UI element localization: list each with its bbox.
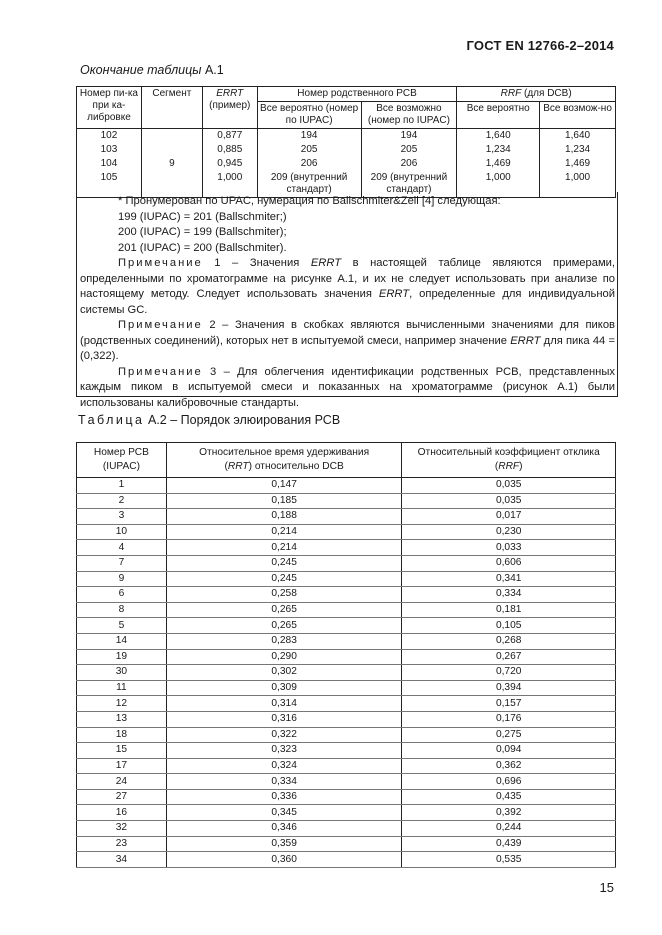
table-a1-caption <box>80 63 224 77</box>
cell-peak: 103 <box>77 143 142 157</box>
table-row <box>77 852 616 868</box>
note-1-c: , определенные для индивидуальной системы GC. <box>80 288 615 316</box>
note-3-text: 3 – Для облегчения идентификации родственных РСВ, представленных каждым пиком в испытуемой смеси и показанных на хроматограмме (рисунок А.1) были использованы калибровочные стандарты. <box>80 365 615 409</box>
cell-pcb: 12 <box>77 696 167 712</box>
col-rrf-header <box>402 443 616 478</box>
cell-probable: 209 (внутренний стандарт) <box>257 171 361 198</box>
table-row <box>77 571 616 587</box>
cell-segment: 9 <box>141 157 202 171</box>
cell-errt: 0,877 <box>202 129 257 144</box>
cell-rrf: 0,268 <box>402 633 616 649</box>
table-a1 <box>76 86 616 198</box>
cell-rrt: 0,290 <box>166 649 402 665</box>
cell-rrf: 0,334 <box>402 587 616 603</box>
table-row <box>77 509 616 525</box>
rrf-suffix: (для DCB) <box>521 88 572 99</box>
col-segment-header: Сегмент <box>141 87 202 129</box>
cell-rrf: 0,181 <box>402 602 616 618</box>
caption-rest: А.2 – Порядок элюирования РСВ <box>144 413 341 427</box>
col-all-probable-header: Все вероятно (номер по IUPAC) <box>257 102 361 129</box>
cell-rrf: 0,394 <box>402 680 616 696</box>
cell-possible: 209 (внутренний стандарт) <box>361 171 457 198</box>
table-row <box>77 555 616 571</box>
cell-rrf-possible: 1,000 <box>540 171 616 198</box>
cell-rrt: 0,265 <box>166 602 402 618</box>
cell-rrt: 0,185 <box>166 493 402 509</box>
note-word: Примечание <box>118 365 203 378</box>
table-row <box>77 711 616 727</box>
cell-rrf-possible: 1,234 <box>540 143 616 157</box>
cell-errt: 1,000 <box>202 171 257 198</box>
cell-errt: 0,885 <box>202 143 257 157</box>
cell-segment <box>141 143 202 157</box>
cell-possible: 206 <box>361 157 457 171</box>
cell-probable: 194 <box>257 129 361 144</box>
cell-pcb: 3 <box>77 509 167 525</box>
cell-rrf: 0,230 <box>402 524 616 540</box>
cell-rrf: 0,244 <box>402 821 616 837</box>
cell-rrt: 0,316 <box>166 711 402 727</box>
cell-rrt: 0,258 <box>166 587 402 603</box>
rrt-text-b: ) относительно DCB <box>248 461 344 472</box>
cell-rrf: 0,017 <box>402 509 616 525</box>
table-row <box>77 157 616 171</box>
cell-pcb: 11 <box>77 680 167 696</box>
note-2-errt: ERRT <box>510 334 541 347</box>
footnote-map-1: 199 (IUPAC) = 201 (Ballschmiter;) <box>118 210 287 223</box>
cell-rrt: 0,147 <box>166 478 402 494</box>
rrf-text-b: ) <box>519 461 523 472</box>
table-row <box>77 821 616 837</box>
cell-rrt: 0,283 <box>166 633 402 649</box>
table-row <box>77 540 616 556</box>
table-row <box>77 493 616 509</box>
cell-probable: 206 <box>257 157 361 171</box>
cell-pcb: 6 <box>77 587 167 603</box>
rrt-abbr: RRT <box>227 461 249 472</box>
cell-rrt: 0,345 <box>166 805 402 821</box>
cell-rrt: 0,245 <box>166 571 402 587</box>
rrf-text-a: Относительный коэффициент отклика ( <box>417 447 600 472</box>
note-1-b: в настоящей таблице являются примерами, определенными по хроматограмме на рисунке А.1, и их не следует использовать при анализе по настоящему методу. Следует использовать значения <box>80 257 615 300</box>
cell-pcb: 14 <box>77 633 167 649</box>
footnote: * Пронумерован по UPAC, нумерация по Ballschmiter&Zell [4] следующая: <box>118 195 501 207</box>
table-notes <box>80 194 615 411</box>
cell-rrf-probable: 1,234 <box>457 143 540 157</box>
cell-pcb: 34 <box>77 852 167 868</box>
cell-pcb: 30 <box>77 665 167 681</box>
cell-probable: 205 <box>257 143 361 157</box>
cell-rrf: 0,606 <box>402 555 616 571</box>
rrt-text-a: Относительное время удерживания <box>199 447 370 458</box>
cell-pcb: 15 <box>77 743 167 759</box>
cell-pcb: 23 <box>77 836 167 852</box>
cell-segment <box>141 129 202 144</box>
cell-pcb: 24 <box>77 774 167 790</box>
cell-pcb: 16 <box>77 805 167 821</box>
cell-possible: 194 <box>361 129 457 144</box>
cell-rrf: 0,035 <box>402 478 616 494</box>
table-row <box>77 836 616 852</box>
cell-pcb: 2 <box>77 493 167 509</box>
cell-rrf-probable: 1,640 <box>457 129 540 144</box>
cell-rrt: 0,334 <box>166 774 402 790</box>
cell-rrt: 0,245 <box>166 555 402 571</box>
cell-rrf: 0,439 <box>402 836 616 852</box>
cell-pcb: 9 <box>77 571 167 587</box>
cell-rrt: 0,188 <box>166 509 402 525</box>
note-word: Примечание <box>118 319 203 331</box>
cell-rrf: 0,696 <box>402 774 616 790</box>
cell-pcb: 13 <box>77 711 167 727</box>
table-row <box>77 758 616 774</box>
cell-rrt: 0,322 <box>166 727 402 743</box>
cell-rrf: 0,035 <box>402 493 616 509</box>
note-1-a: 1 – Значения <box>202 257 311 269</box>
cell-rrf: 0,435 <box>402 789 616 805</box>
cell-pcb: 1 <box>77 478 167 494</box>
col-pcb-header: Номер РСВ (IUPAC) <box>77 443 167 478</box>
table-row <box>77 649 616 665</box>
cell-rrf-probable: 1,469 <box>457 157 540 171</box>
cell-rrf: 0,157 <box>402 696 616 712</box>
table-row <box>77 696 616 712</box>
cell-rrf-possible: 1,640 <box>540 129 616 144</box>
col-rrf-possible-header: Все возмож-но <box>540 102 616 129</box>
table-row <box>77 633 616 649</box>
note-3 <box>80 365 615 412</box>
table-row <box>77 665 616 681</box>
cell-pcb: 32 <box>77 821 167 837</box>
cell-rrt: 0,324 <box>166 758 402 774</box>
col-peak-header: Номер пи-ка при ка-либровке <box>77 87 142 129</box>
cell-rrf: 0,341 <box>402 571 616 587</box>
caption-prefix: Окончание таблицы <box>80 63 205 77</box>
cell-errt: 0,945 <box>202 157 257 171</box>
note-1-errt-2: ERRT <box>378 288 410 300</box>
note-1-errt: ERRT <box>310 257 342 269</box>
table-a2-caption <box>78 413 340 427</box>
table-row <box>77 143 616 157</box>
cell-rrf: 0,094 <box>402 743 616 759</box>
rrf-abbr: RRF <box>500 88 522 99</box>
cell-rrt: 0,336 <box>166 789 402 805</box>
errt-abbr: ERRT <box>216 88 244 99</box>
cell-rrf: 0,362 <box>402 758 616 774</box>
cell-pcb: 10 <box>77 524 167 540</box>
table-row <box>77 129 616 144</box>
cell-rrt: 0,214 <box>166 540 402 556</box>
table-row <box>77 805 616 821</box>
cell-rrf-possible: 1,469 <box>540 157 616 171</box>
col-related-header: Номер родственного РСВ <box>257 87 457 102</box>
cell-rrt: 0,359 <box>166 836 402 852</box>
cell-pcb: 7 <box>77 555 167 571</box>
col-errt-header <box>202 87 257 129</box>
cell-possible: 205 <box>361 143 457 157</box>
cell-rrt: 0,346 <box>166 821 402 837</box>
note-2 <box>80 318 615 365</box>
standard-designation: ГОСТ EN 12766-2–2014 <box>466 38 614 53</box>
cell-peak: 105 <box>77 171 142 198</box>
cell-pcb: 8 <box>77 602 167 618</box>
table-a2 <box>76 442 616 868</box>
cell-peak: 102 <box>77 129 142 144</box>
table-row <box>77 743 616 759</box>
caption-number: А.1 <box>204 63 224 77</box>
cell-rrf-probable: 1,000 <box>457 171 540 198</box>
table-row <box>77 478 616 494</box>
footnote-map-3: 201 (IUPAC) = 200 (Ballschmiter). <box>118 241 287 254</box>
cell-rrt: 0,314 <box>166 696 402 712</box>
errt-sub: (пример) <box>209 100 251 111</box>
cell-rrf: 0,720 <box>402 665 616 681</box>
col-all-possible-header: Все возможно (номер по IUPAC) <box>361 102 457 129</box>
cell-rrf: 0,033 <box>402 540 616 556</box>
cell-pcb: 27 <box>77 789 167 805</box>
cell-rrt: 0,302 <box>166 665 402 681</box>
rrf-abbr: RRF <box>498 461 520 472</box>
cell-rrt: 0,323 <box>166 743 402 759</box>
cell-rrf: 0,392 <box>402 805 616 821</box>
table-row <box>77 789 616 805</box>
cell-rrf: 0,267 <box>402 649 616 665</box>
note-1 <box>80 256 615 318</box>
cell-pcb: 5 <box>77 618 167 634</box>
table-row <box>77 602 616 618</box>
table-row <box>77 774 616 790</box>
table-row <box>77 618 616 634</box>
note-word: Примечание <box>118 257 203 269</box>
cell-rrt: 0,309 <box>166 680 402 696</box>
cell-peak: 104 <box>77 157 142 171</box>
col-rrt-header: Относительное время удерживания (RRT) относительно DCB <box>166 443 402 478</box>
cell-pcb: 4 <box>77 540 167 556</box>
cell-pcb: 17 <box>77 758 167 774</box>
col-rrf-header <box>457 87 616 102</box>
cell-pcb: 18 <box>77 727 167 743</box>
table-row <box>77 680 616 696</box>
table-row <box>77 524 616 540</box>
caption-word: Таблица <box>78 413 145 427</box>
cell-rrf: 0,105 <box>402 618 616 634</box>
table-row <box>77 587 616 603</box>
cell-rrt: 0,360 <box>166 852 402 868</box>
footnote-map-2: 200 (IUPAC) = 199 (Ballschmiter); <box>118 226 287 238</box>
cell-rrf: 0,535 <box>402 852 616 868</box>
table-row <box>77 727 616 743</box>
page-number: 15 <box>599 880 614 895</box>
cell-pcb: 19 <box>77 649 167 665</box>
col-rrf-probable-header: Все вероятно <box>457 102 540 129</box>
cell-rrt: 0,265 <box>166 618 402 634</box>
cell-rrf: 0,275 <box>402 727 616 743</box>
cell-rrf: 0,176 <box>402 711 616 727</box>
note-2-a: 2 – Значения в скобках являются вычисленными значениями для пиков (родственных соединений), которых нет в испытуемой смеси, например значение <box>80 319 615 347</box>
cell-rrt: 0,214 <box>166 524 402 540</box>
note-2-b: для пика 44 = (0,322). <box>80 334 615 362</box>
